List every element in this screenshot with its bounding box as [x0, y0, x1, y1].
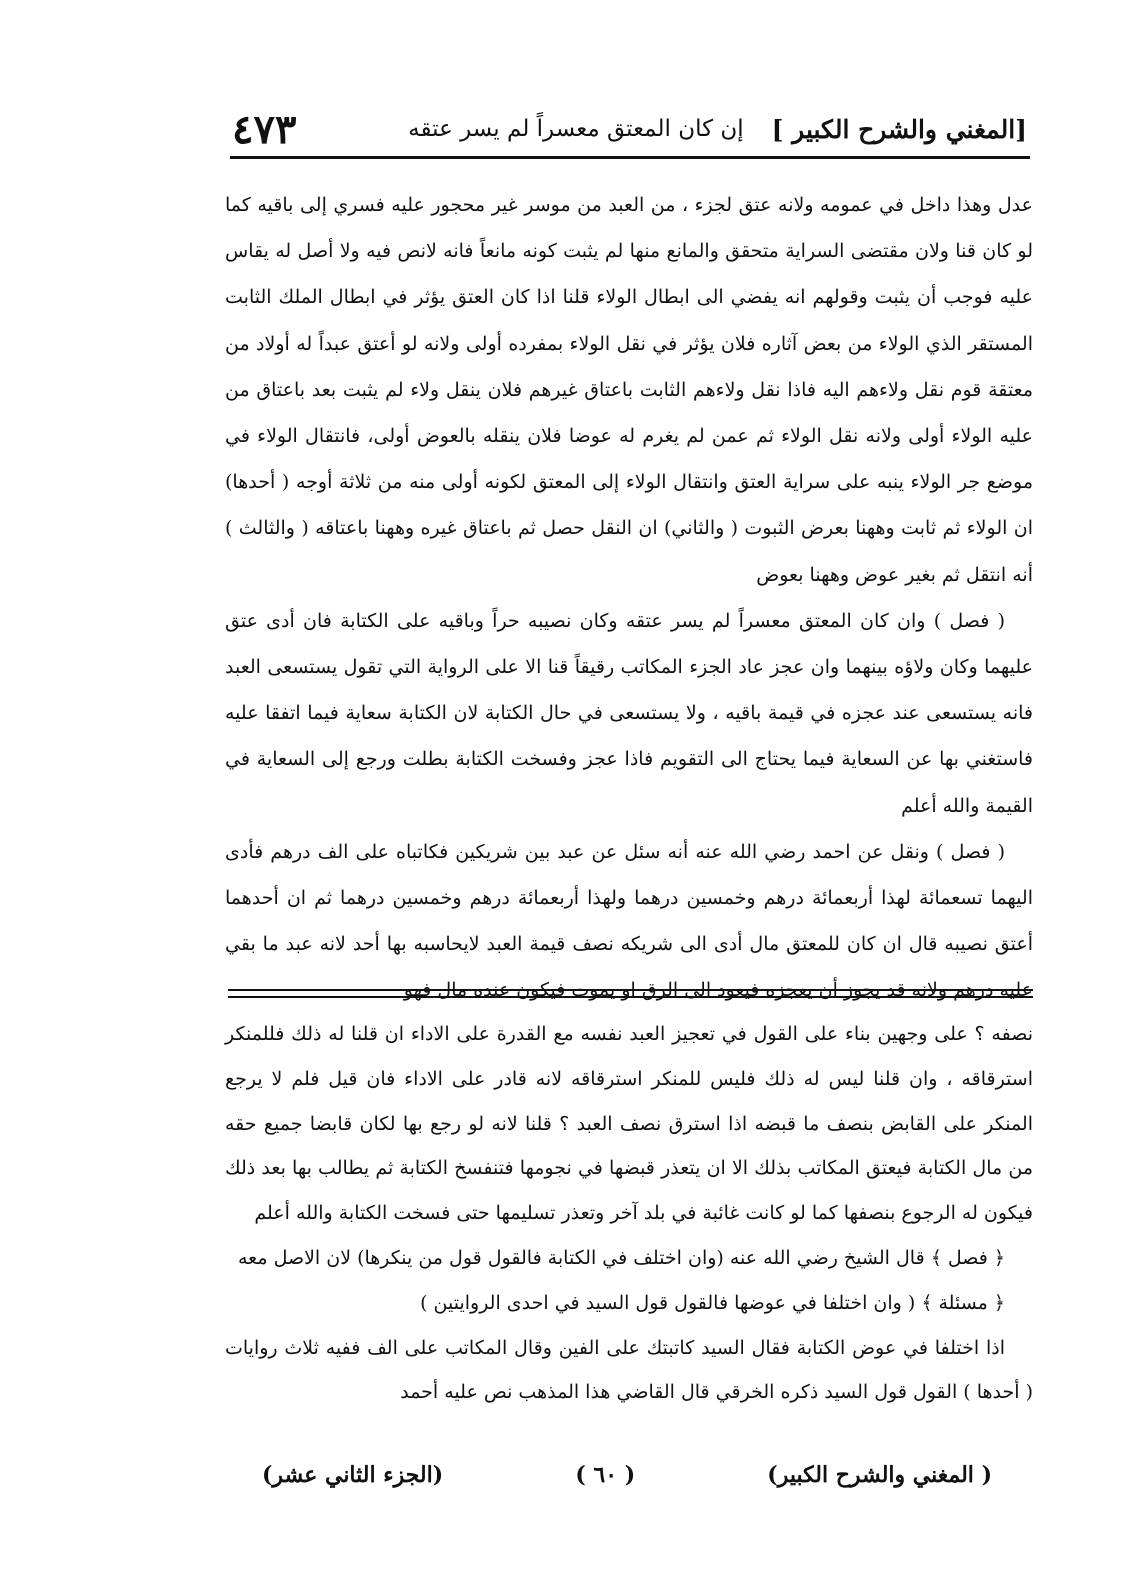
paragraph: اذا اختلفا في عوض الكتابة فقال السيد كاتبتك على الفين وقال المكاتب على الف ففيه ثلاث روايات ( أحدها ) القول قول السيد ذكره الخرقي قال القاضي هذا المذهب نص عليه أحمد — [225, 1336, 1033, 1404]
commentary-text — [225, 1012, 1033, 1415]
running-header — [232, 103, 1027, 155]
paragraph: ﴿ فصل ﴾ قال الشيخ رضي الله عنه (وان اختلف في الكتابة فالقول قول من ينكرها) لان الاصل معه — [238, 1246, 1005, 1269]
paragraph: عدل وهذا داخل في عمومه ولانه عتق لجزء ، من العبد من موسر غير محجور عليه فسري إلى باقيه كما لو كان قنا ولان مقتضى السراية متحقق والمانع منها لم يثبت كونه مانعاً فانه لانص فيه ولا أصل له يقاس عليه فوجب أن يثبت وقولهم انه يفضي الى ابطال الولاء قلنا اذا كان العتق يؤثر في ابطال الملك الثابت المستقر الذي الولاء من بعض آثاره فلان يؤثر في نقل الولاء بمفرده أولى ولانه لو أعتق عبداً له أولاد من معتقة قوم نقل ولاءهم اليه فاذا نقل ولاءهم الثابت باعتاق غيرهم فلان ينقل ولاء لم يثبت بعد باعتاق من عليه الولاء أولى ولانه نقل الولاء ثم عمن لم يغرم له عوضا فلان ينقله بالعوض أولى، فانتقال الولاء في موضع جر الولاء ينبه على سراية العتق وانتقال الولاء إلى المعتق لكونه أولى منه من ثلاثة أوجه ( أحدها) ان الولاء ثم ثابت وههنا بعرض الثبوت ( والثاني) ان النقل حصل ثم باعتاق غيره وههنا باعتاقه ( والثالث ) أنه انتقل ثم بغير عوض وههنا بعوض — [225, 194, 1033, 586]
paragraph: ﴿ مسئلة ﴾ ( وان اختلفا في عوضها فالقول قول السيد في احدى الروايتين ) — [420, 1291, 1005, 1314]
header-rule — [230, 156, 1030, 159]
page-number: ٤٧٣ — [232, 105, 297, 153]
paragraph: نصفه ؟ على وجهين بناء على القول في تعجيز العبد نفسه مع القدرة على الاداء ان قلنا له ذلك فللمنكر استرقاقه ، وان قلنا ليس له ذلك فليس للمنكر استرقاقه لانه قادر على الاداء فان قيل فلم لا يرجع المنكر على القابض بنصف ما قبضه اذا استرق نصف العبد ؟ قلنا لانه لو رجع بها لكان قابضا جميع حقه من مال الكتابة فيعتق المكاتب بذلك الا ان يتعذر قبضها في نجومها فتنفسخ الكتابة ثم يطالب بها بعد ذلك فيكون له الرجوع بنصفها كما لو كانت غائبة في بلد آخر وتعذر تسليمها حتى فسخت الكتابة والله أعلم — [225, 1023, 1033, 1225]
paragraph: ( فصل ) ونقل عن احمد رضي الله عنه أنه سئل عن عبد بين شريكين فكاتباه على الف درهم فأدى اليهما تسعمائة لهذا أربعمائة درهم وخمسين درهما ولهذا أربعمائة درهم وخمسين درهما ثم ان أحدهما أعتق نصيبه قال ان كان للمعتق مال أدى الى شريكه نصف قيمة العبد لايحاسبه بها أحد لانه عبد ما بقي عليه درهم ولانه قد يجوز أن يعجزه فيعود الى الرق او يموت فيكون عنده مال فهو — [225, 840, 1033, 1002]
section-divider — [228, 989, 1033, 998]
header-section-title: إن كان المعتق معسراً لم يسر عتقه — [408, 116, 744, 142]
footer-volume: (الجزء الثاني عشر) — [262, 1462, 444, 1488]
footer-sheet-number: ( ٦٠ ) — [575, 1462, 636, 1488]
main-text — [225, 182, 1033, 1014]
header-titles — [408, 115, 1027, 144]
footer-book: ( المغني والشرح الكبير) — [767, 1462, 992, 1488]
page-footer — [262, 1450, 992, 1500]
paragraph: ( فصل ) وان كان المعتق معسراً لم يسر عتقه وكان نصيبه حراً وباقيه على الكتابة فان أدى عتق عليهما وكان ولاؤه بينهما وان عجز عاد الجزء المكاتب رقيقاً قنا الا على الرواية التي تقول يستسعى العبد فانه يستسعى عند عجزه في قيمة باقيه ، ولا يستسعى في حال الكتابة لان الكتابة سعاية فيما اتفقا عليه فاستغني بها عن السعاية فيما يحتاج الى التقويم فاذا عجز وفسخت الكتابة بطلت ورجع إلى السعاية في القيمة والله أعلم — [225, 609, 1033, 817]
header-book-title: [المغني والشرح الكبير ] — [771, 114, 1027, 144]
